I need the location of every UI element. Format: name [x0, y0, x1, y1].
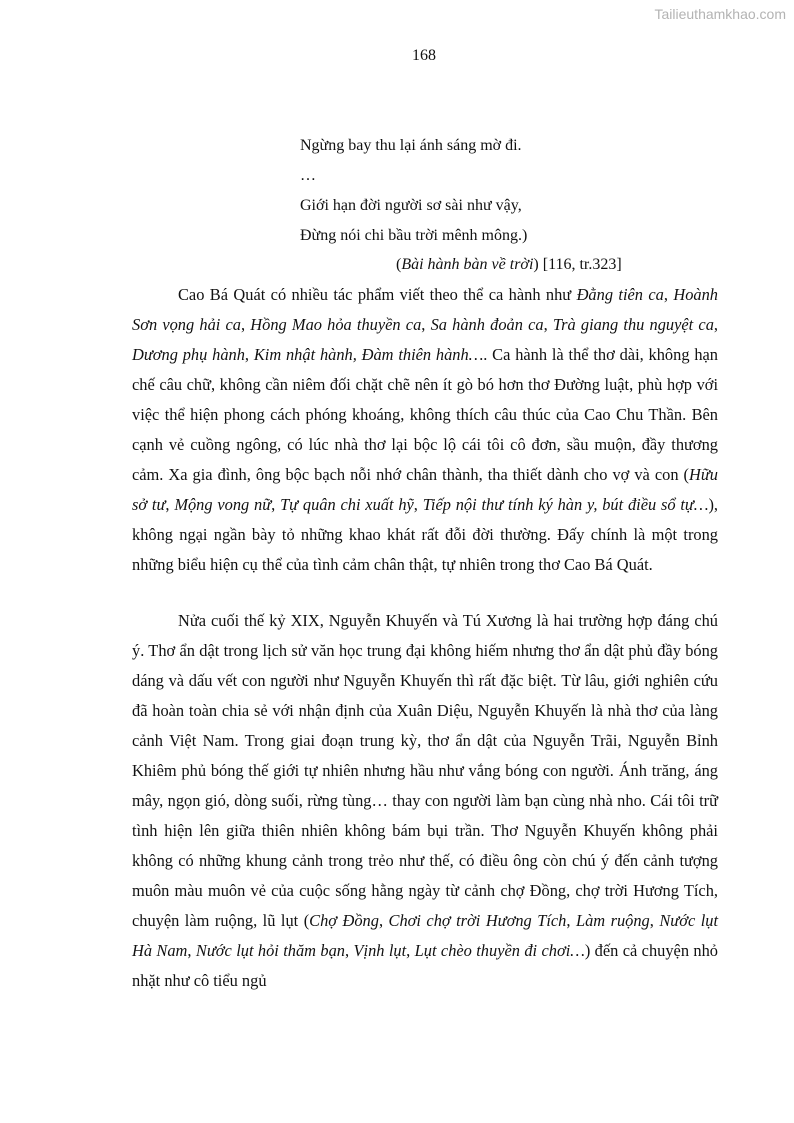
work-title: Chơi chợ trời Hương Tích: [388, 911, 567, 930]
work-title: Lụt chèo thuyền đi chơi…: [414, 941, 585, 960]
body-paragraph-1: [132, 280, 718, 580]
watermark: Tailieuthamkhao.com: [654, 6, 786, 22]
text-run: ,: [165, 495, 175, 514]
text-run: ,: [713, 315, 718, 334]
work-title: Làm ruộng: [575, 911, 650, 930]
poem-citation: [396, 250, 622, 280]
text-run: Cao Bá Quát có nhiều tác phẩm viết theo thể ca hành như: [178, 285, 577, 304]
work-title: Hồng Mao hỏa thuyền ca: [250, 315, 422, 334]
work-title: Chợ Đồng: [309, 911, 379, 930]
work-title: Sa hành đoản ca: [430, 315, 544, 334]
work-title: Tiếp nội thư tính ký hàn y, bút điều sổ tự…: [422, 495, 709, 514]
work-title: Vịnh lụt: [353, 941, 407, 960]
poem-line: …: [300, 167, 316, 184]
text-run: ,: [241, 315, 251, 334]
text-run: ,: [271, 495, 281, 514]
text-run: ,: [244, 345, 254, 364]
poem-line: Giới hạn đời người sơ sài như vậy,: [300, 197, 522, 214]
text-run: ,: [187, 941, 196, 960]
poem-line: Đừng nói chi bầu trời mênh mông.): [300, 227, 528, 244]
text-run: ,: [406, 941, 415, 960]
text-run: ) đến cả chuyện nhỏ nhặt như cô tiểu ngủ: [132, 941, 718, 990]
text-run: ,: [566, 911, 576, 930]
poem-quote: [300, 131, 660, 251]
work-title: Kim nhật hành, Đàm thiên hành…: [253, 345, 484, 364]
citation-ref: ) [116, tr.323]: [533, 256, 622, 273]
work-title: Nước lụt Hà Nam: [132, 911, 719, 960]
work-title: Tự quân chi xuất hỹ: [280, 495, 414, 514]
work-title: Hoành Sơn vọng hải ca: [132, 285, 718, 334]
work-title: Mộng vong nữ: [174, 495, 272, 514]
text-run: . Ca hành là thể thơ dài, không hạn chế câu chữ, không cần niêm đối chặt chẽ nên ít gò bó hơn thơ Đường luật, phù hợp với việc thể hiện phong cách phóng khoáng, không thích câu thúc của Cao Chu Thần. Bên cạnh vẻ cuồng ngông, có lúc nhà thơ lại bộc lộ cái tôi cô đơn, sầu muộn, đầy thương cảm. Xa gia đình, ông bộc bạch nỗi nhớ chân thành, tha thiết dành cho vợ và con (: [132, 345, 718, 484]
text-run: ), không ngại ngần bày tỏ những khao khát rất đỗi đời thường. Đấy chính là một trong những biểu hiện cụ thể của tình cảm chân thật, tự nhiên trong thơ Cao Bá Quát.: [132, 495, 718, 574]
citation-open: (: [396, 256, 402, 273]
work-title: Nước lụt hỏi thăm bạn: [195, 941, 345, 960]
text-run: ,: [421, 315, 431, 334]
work-title: Trà giang thu nguyệt ca: [552, 315, 714, 334]
work-title: Dương phụ hành: [132, 345, 245, 364]
text-run: ,: [649, 911, 660, 930]
text-run: ,: [413, 495, 423, 514]
text-run: ,: [345, 941, 354, 960]
work-title: Đằng tiên ca: [576, 285, 664, 304]
page-number: 168: [412, 47, 436, 64]
poem-line: Ngừng bay thu lại ánh sáng mờ đi.: [300, 137, 522, 154]
body-paragraph-2: [132, 606, 718, 996]
citation-title: Bài hành bàn về trời: [401, 256, 534, 273]
text-run: Nửa cuối thế kỷ XIX, Nguyễn Khuyến và Tú Xương là hai trường hợp đáng chú ý. Thơ ẩn dật trong lịch sử văn học trung đại không hiếm nhưng thơ ẩn dật phủ đầy bóng dáng và dấu vết con người như Nguyễn Khuyến thì rất đặc biệt. Từ lâu, giới nghiên cứu đã hoàn toàn chia sẻ với nhận định của Xuân Diệu, Nguyễn Khuyến là nhà thơ của làng cảnh Việt Nam. Trong giai đoạn trung kỳ, thơ ẩn dật của Nguyễn Trãi, Nguyễn Bỉnh Khiêm phủ bóng thế giới tự nhiên nhưng hầu như vắng bóng con người. Ánh trăng, áng mây, ngọn gió, dòng suối, rừng tùng… thay con người làm bạn cùng nhà nho. Cái tôi trữ tình hiện lên giữa thiên nhiên không bám bụi trần. Thơ Nguyễn Khuyến không phải không có những khung cảnh trong trẻo như thế, có điều ông còn chú ý đến cảnh tượng muôn màu muôn vẻ của cuộc sống hằng ngày từ cảnh chợ Đồng, chợ trời Hương Tích, chuyện làm ruộng, lũ lụt (: [132, 611, 718, 930]
text-run: ,: [663, 285, 674, 304]
work-title: Hữu sở tư: [132, 465, 718, 514]
text-run: ,: [543, 315, 553, 334]
text-run: ,: [378, 911, 389, 930]
